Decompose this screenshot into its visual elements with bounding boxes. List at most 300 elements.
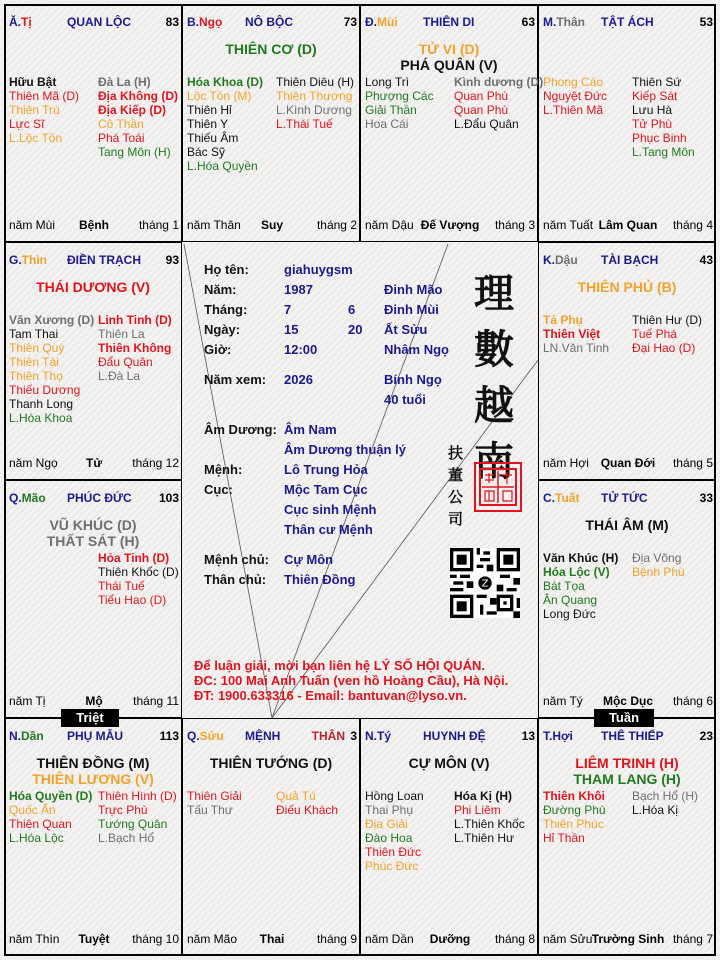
- palace-name: TÀI BẠCH: [601, 253, 659, 267]
- minor-star: Thái Tuế: [98, 579, 145, 593]
- minor-star: Phúc Đức: [365, 859, 419, 873]
- minor-star: Thiên Khốc (D): [98, 565, 179, 579]
- palace-name: PHỤ MẪU: [67, 729, 123, 743]
- palace-branch: Tuất: [555, 491, 580, 505]
- palace-footer: [187, 218, 357, 232]
- palace-year: năm Tị: [9, 694, 46, 708]
- info-label: Âm Dương:: [204, 422, 277, 437]
- palace-stage: Quan Đới: [600, 456, 656, 470]
- minor-star: Văn Khúc (H): [543, 551, 619, 565]
- minor-star: Quốc Ấn: [9, 803, 56, 817]
- minor-stars: [9, 789, 179, 845]
- info-value: Âm Nam: [284, 422, 337, 437]
- major-stars: [539, 755, 715, 787]
- palace-age: 43: [699, 253, 713, 267]
- palace-header: [9, 253, 179, 269]
- palace-mao[interactable]: [4, 480, 182, 718]
- info-row: [204, 462, 464, 482]
- minor-star: Bệnh Phù: [632, 565, 685, 579]
- info-canchi: 40 tuổi: [384, 392, 426, 407]
- palace-than[interactable]: [538, 4, 716, 242]
- minor-star: Tả Phụ: [543, 313, 584, 327]
- stars-left: [187, 789, 276, 817]
- minor-star: L.Thiên Khốc: [454, 817, 525, 831]
- palace-month: tháng 2: [316, 218, 357, 232]
- palace-name: HUYNH ĐỆ: [423, 729, 486, 743]
- minor-star: Hóa Quyền (D): [9, 789, 93, 803]
- palace-stem: B.Ngọ: [187, 15, 223, 29]
- minor-stars: [365, 789, 535, 873]
- palace-footer: [365, 932, 535, 946]
- stars-right: [98, 313, 187, 425]
- palace-year: năm Tý: [543, 694, 583, 708]
- info-canchi: Bính Ngọ: [384, 372, 442, 387]
- contact-info: [194, 658, 508, 703]
- minor-star: Đà La (H): [98, 75, 151, 89]
- palace-stem: Q.Sửu: [187, 729, 224, 743]
- minor-star: Thiên Hình (D): [98, 789, 177, 803]
- palace-stem: C.Tuất: [543, 491, 580, 505]
- palace-stem: Ă.Tị: [9, 15, 32, 29]
- palace-age: 93: [165, 253, 179, 267]
- chart-center-info: [182, 242, 538, 718]
- major-star: THÁI ÂM (M): [585, 517, 669, 533]
- info-label: Năm xem:: [204, 372, 267, 387]
- info-value: 15: [284, 322, 299, 337]
- triet-marker: Triệt: [61, 709, 119, 727]
- palace-stage: Tử: [85, 456, 103, 470]
- info-row: [204, 302, 464, 322]
- palace-age: 3: [350, 729, 357, 743]
- palace-stem: T.Hợi: [543, 729, 573, 743]
- palace-name: PHÚC ĐỨC: [67, 491, 132, 505]
- minor-star: LN.Văn Tinh: [543, 341, 610, 355]
- minor-star: Thiên Đức: [365, 845, 422, 859]
- palace-branch: Dậu: [555, 253, 578, 267]
- palace-footer: [9, 932, 179, 946]
- qr-code-icon[interactable]: [450, 548, 520, 618]
- info-label: Giờ:: [204, 342, 232, 357]
- palace-stage: Mộ: [85, 694, 103, 708]
- calligraphy-char: 越: [474, 382, 514, 429]
- palace-branch: Thìn: [21, 253, 47, 267]
- than-marker: THÂN: [311, 729, 345, 743]
- major-star: THÁI DƯƠNG (V): [36, 279, 150, 295]
- palace-stage: Bệnh: [79, 218, 109, 232]
- major-star: TỬ VI (D): [418, 41, 480, 57]
- palace-stage: Thai: [259, 932, 285, 946]
- info-row: [204, 392, 464, 412]
- stars-left: [365, 75, 454, 131]
- palace-header: [543, 15, 713, 31]
- minor-star: Văn Xương (D): [9, 313, 95, 327]
- palace-footer: [543, 456, 713, 470]
- minor-star: Thiên Sứ: [632, 75, 682, 89]
- info-value: Mộc Tam Cục: [284, 482, 368, 497]
- stars-left: [365, 789, 454, 873]
- calligraphy-char: 數: [474, 326, 514, 373]
- info-label: Thân chủ:: [204, 572, 267, 587]
- red-seal-icon: [474, 462, 522, 512]
- palace-stage: Đế Vượng: [420, 218, 480, 232]
- minor-stars: [9, 313, 179, 425]
- calligraphy-char: 南: [474, 438, 514, 485]
- palace-tuat[interactable]: [538, 480, 716, 718]
- info-canchi: Đinh Mùi: [384, 302, 439, 317]
- palace-thin[interactable]: [4, 242, 182, 480]
- palace-month: tháng 1: [138, 218, 179, 232]
- minor-stars: [543, 551, 713, 621]
- minor-star: Nguyệt Đức: [543, 89, 608, 103]
- palace-year: năm Tuất: [543, 218, 594, 232]
- info-canchi: Đinh Mão: [384, 282, 443, 297]
- minor-star: Thai Phụ: [365, 803, 414, 817]
- palace-branch: Mão: [21, 491, 46, 505]
- palace-header: [9, 729, 179, 745]
- major-star: VŨ KHÚC (D): [49, 517, 137, 533]
- palace-stage: Tuyệt: [78, 932, 110, 946]
- minor-star: Hóa Kị (H): [454, 789, 512, 803]
- info-lunar: 6: [348, 302, 356, 317]
- palace-branch: Mùi: [377, 15, 398, 29]
- palace-header: [543, 253, 713, 269]
- palace-year: năm Dần: [365, 932, 414, 946]
- minor-star: Lộc Tồn (M): [187, 89, 252, 103]
- minor-stars: [543, 75, 713, 159]
- palace-age: 83: [165, 15, 179, 29]
- contact-line: Để luận giải, mời bạn liên hệ LÝ SỐ HỘI QUÁN.: [194, 658, 485, 673]
- minor-star: L.Bạch Hổ: [98, 831, 155, 845]
- info-value: 1987: [284, 282, 313, 297]
- stars-right: [632, 313, 720, 355]
- minor-star: Địa Không (D): [98, 89, 178, 103]
- minor-stars: [365, 75, 544, 131]
- palace-month: tháng 5: [672, 456, 713, 470]
- minor-star: Hỉ Thần: [543, 831, 585, 845]
- palace-month: tháng 9: [316, 932, 357, 946]
- minor-star: Tang Môn (H): [98, 145, 171, 159]
- minor-star: Thiên Hỉ: [187, 103, 232, 117]
- palace-ty[interactable]: [360, 718, 538, 956]
- stars-left: [9, 789, 98, 845]
- minor-star: Thiên Diêu (H): [276, 75, 355, 89]
- minor-star: Địa Võng: [632, 551, 682, 565]
- minor-star: Quả Tú: [276, 789, 316, 803]
- minor-star: Thiên Quan: [9, 817, 72, 831]
- info-value: Thiên Đồng: [284, 572, 356, 587]
- minor-star: Thiên Hư (D): [632, 313, 703, 327]
- palace-name: THÊ THIẾP: [601, 729, 664, 743]
- minor-star: Bát Tọa: [543, 579, 585, 593]
- minor-star: Kình dương (D): [454, 75, 544, 89]
- minor-star: Điếu Khách: [276, 803, 339, 817]
- palace-header: [187, 729, 357, 745]
- palace-name: MỆNH: [245, 729, 281, 743]
- palace-branch: Ngọ: [199, 15, 223, 29]
- info-value: 7: [284, 302, 292, 317]
- minor-star: L.Thiên Hư: [454, 831, 515, 845]
- stars-right: [632, 75, 720, 159]
- stars-right: [98, 551, 187, 607]
- info-label: Tháng:: [204, 302, 248, 317]
- palace-stem: N.Dần: [9, 729, 44, 743]
- palace-month: tháng 12: [132, 456, 179, 470]
- major-stars: [183, 41, 359, 57]
- palace-age: 63: [521, 15, 535, 29]
- palace-year: năm Thân: [187, 218, 241, 232]
- minor-star: Cô Thần: [98, 117, 144, 131]
- palace-year: năm Mão: [187, 932, 238, 946]
- major-star: THIÊN LƯƠNG (V): [32, 771, 154, 787]
- info-value: Cục sinh Mệnh: [284, 502, 377, 517]
- minor-star: Thiên Khôi: [543, 789, 605, 803]
- major-star: THAM LANG (H): [573, 771, 681, 787]
- major-star: THIÊN CƠ (D): [225, 41, 317, 57]
- minor-star: Long Trì: [365, 75, 410, 89]
- minor-star: L.Tang Môn: [632, 145, 695, 159]
- stars-left: [9, 75, 98, 159]
- stars-left: [543, 551, 632, 621]
- minor-star: Bác Sỹ: [187, 145, 226, 159]
- tuan-marker: Tuần: [594, 709, 654, 727]
- minor-star: Phượng Các: [365, 89, 434, 103]
- minor-star: Hoa Cái: [365, 117, 409, 131]
- minor-star: Thiên Tài: [9, 355, 59, 369]
- info-value: Lô Trung Hỏa: [284, 462, 368, 477]
- palace-ngo[interactable]: [182, 4, 360, 242]
- palace-branch: Tý: [377, 729, 392, 743]
- palace-stage: Dưỡng: [429, 932, 471, 946]
- info-value: Âm Dương thuận lý: [284, 442, 406, 457]
- minor-star: Tuế Phá: [632, 327, 677, 341]
- calligraphy-company: [448, 442, 466, 530]
- minor-star: L.Hóa Khoa: [9, 411, 73, 425]
- palace-month: tháng 6: [672, 694, 713, 708]
- palace-stem: M.Thân: [543, 15, 586, 29]
- minor-star: Giải Thần: [365, 103, 417, 117]
- palace-month: tháng 4: [672, 218, 713, 232]
- contact-line: ĐT: 1900.633316 - Email: bantuvan@lyso.vn.: [194, 688, 467, 703]
- minor-star: L.Thái Tuế: [276, 117, 333, 131]
- stars-left: [9, 551, 98, 607]
- calligraphy-char-small: 董: [448, 466, 464, 484]
- major-stars: [5, 517, 181, 549]
- palace-age: 73: [343, 15, 357, 29]
- stars-right: [98, 75, 187, 159]
- palace-header: [365, 729, 535, 745]
- stars-left: [9, 313, 98, 425]
- stars-right: [454, 75, 543, 131]
- info-label: Họ tên:: [204, 262, 249, 277]
- minor-star: L.Đà La: [98, 369, 141, 383]
- palace-age: 113: [159, 729, 179, 743]
- minor-star: Hữu Bật: [9, 75, 57, 89]
- major-star: PHÁ QUÂN (V): [400, 57, 498, 73]
- info-value: Thân cư Mệnh: [284, 522, 373, 537]
- minor-star: Tấu Thư: [187, 803, 233, 817]
- palace-header: [543, 491, 713, 507]
- major-star: THIÊN TƯỚNG (D): [209, 755, 333, 771]
- minor-star: Hóa Khoa (D): [187, 75, 263, 89]
- palace-footer: [543, 218, 713, 232]
- stars-right: [454, 789, 543, 873]
- palace-mui[interactable]: [360, 4, 544, 242]
- major-star: THIÊN ĐỒNG (M): [36, 755, 150, 771]
- minor-star: Hồng Loan: [365, 789, 424, 803]
- calligraphy-char-small: 公: [448, 488, 464, 506]
- palace-footer: [187, 932, 357, 946]
- info-row: [204, 482, 464, 502]
- stars-left: [543, 75, 632, 159]
- palace-branch: Tị: [21, 15, 32, 29]
- info-label: Mệnh:: [204, 462, 243, 477]
- minor-star: Long Đức: [543, 607, 596, 621]
- minor-star: L.Kình Dương: [276, 103, 352, 117]
- palace-footer: [543, 694, 713, 708]
- palace-hoi[interactable]: [538, 718, 716, 956]
- info-row: [204, 342, 464, 362]
- minor-stars: [9, 75, 179, 159]
- minor-stars: [543, 313, 713, 355]
- minor-star: Thiên Trù: [9, 103, 60, 117]
- palace-stage: Trường Sinh: [591, 932, 665, 946]
- palace-year: năm Ngọ: [9, 456, 58, 470]
- info-label: Ngày:: [204, 322, 241, 337]
- palace-name: THIÊN DI: [423, 15, 475, 29]
- palace-footer: [543, 932, 713, 946]
- minor-star: L.Hóa Lộc: [9, 831, 64, 845]
- palace-suu[interactable]: [182, 718, 360, 956]
- palace-month: tháng 11: [133, 694, 179, 708]
- palace-year: năm Sửu: [543, 932, 593, 946]
- palace-age: 103: [158, 491, 179, 505]
- palace-name: ĐIỀN TRẠCH: [67, 253, 141, 267]
- minor-star: Tử Phù: [632, 117, 673, 131]
- palace-branch: Sửu: [199, 729, 224, 743]
- palace-header: [187, 15, 357, 31]
- info-row: [204, 282, 464, 302]
- palace-year: năm Thìn: [9, 932, 60, 946]
- major-stars: [361, 41, 537, 73]
- major-star: LIÊM TRINH (H): [575, 755, 679, 771]
- palace-age: 23: [699, 729, 713, 743]
- minor-stars: [187, 75, 357, 173]
- palace-branch: Dần: [21, 729, 44, 743]
- stars-right: [98, 789, 187, 845]
- calligraphy-char: 理: [474, 270, 514, 317]
- minor-star: Kiếp Sát: [632, 89, 678, 103]
- palace-name: NÔ BỘC: [245, 15, 293, 29]
- palace-dan[interactable]: [4, 718, 182, 956]
- palace-footer: [9, 694, 179, 708]
- minor-star: L.Đẩu Quân: [454, 117, 519, 131]
- palace-branch: Thân: [556, 15, 586, 29]
- palace-header: [9, 491, 179, 507]
- stars-right: [276, 75, 365, 173]
- palace-age: 13: [521, 729, 535, 743]
- palace-header: [9, 15, 179, 31]
- info-label: Mệnh chủ:: [204, 552, 269, 567]
- minor-star: Linh Tinh (D): [98, 313, 172, 327]
- stars-right: [632, 789, 720, 845]
- palace-name: TỬ TỨC: [601, 491, 648, 505]
- minor-star: Quan Phù: [454, 89, 509, 103]
- palace-stem: Đ.Mùi: [365, 15, 398, 29]
- info-canchi: Nhâm Ngọ: [384, 342, 449, 357]
- minor-star: Đại Hao (D): [632, 341, 696, 355]
- minor-star: Đẩu Quân: [98, 355, 153, 369]
- palace-dau[interactable]: [538, 242, 716, 480]
- info-row: [204, 372, 464, 392]
- palace-month: tháng 3: [494, 218, 535, 232]
- info-canchi: Ất Sửu: [384, 322, 428, 337]
- stars-right: [632, 551, 720, 621]
- palace-year: năm Mùi: [9, 218, 56, 232]
- minor-star: L.Hóa Quyền: [187, 159, 258, 173]
- minor-star: Phi Liêm: [454, 803, 501, 817]
- info-row: [204, 572, 464, 592]
- calligraphy-char-small: 扶: [448, 444, 464, 462]
- minor-star: Thiên Quý: [9, 341, 65, 355]
- palace-month: tháng 10: [132, 932, 179, 946]
- info-label: Cục:: [204, 482, 233, 497]
- minor-star: Tam Thai: [9, 327, 59, 341]
- palace-name: TẬT ÁCH: [601, 15, 654, 29]
- palace-stage: Suy: [260, 218, 283, 232]
- palace-stem: G.Thìn: [9, 253, 47, 267]
- minor-star: Đào Hoa: [365, 831, 413, 845]
- minor-star: Trực Phù: [98, 803, 148, 817]
- info-lunar: 20: [348, 322, 363, 337]
- contact-line: ĐC: 100 Mai Anh Tuấn (ven hồ Hoàng Cầu), Hà Nội.: [194, 673, 509, 688]
- minor-star: Thiên La: [98, 327, 145, 341]
- palace-footer: [9, 218, 179, 232]
- palace-age: 53: [699, 15, 713, 29]
- minor-star: Phong Cáo: [543, 75, 604, 89]
- minor-star: Lưu Hà: [632, 103, 673, 117]
- minor-star: Thiên Thương: [276, 89, 353, 103]
- minor-star: Lực Sĩ: [9, 117, 45, 131]
- palace-branch: Hợi: [552, 729, 573, 743]
- minor-star: Phục Binh: [632, 131, 687, 145]
- palace-year: năm Hợi: [543, 456, 589, 470]
- minor-star: Ân Quang: [543, 593, 598, 607]
- minor-star: L.Thiên Mã: [543, 103, 604, 117]
- calligraphy-ly-so-viet-nam: [464, 266, 524, 490]
- minor-star: Thiên Việt: [543, 327, 601, 341]
- palace-age: 33: [699, 491, 713, 505]
- major-stars: [183, 755, 359, 771]
- major-star: THẤT SÁT (H): [46, 533, 140, 549]
- info-row: [204, 422, 464, 442]
- info-value: 2026: [284, 372, 313, 387]
- info-value: 12:00: [284, 342, 318, 357]
- palace-footer: [9, 456, 179, 470]
- major-stars: [539, 279, 715, 295]
- major-stars: [361, 755, 537, 771]
- stars-right: [276, 789, 365, 817]
- info-row: [204, 552, 464, 572]
- palace-header: [543, 729, 713, 745]
- major-stars: [5, 279, 181, 295]
- palace-stage: Lâm Quan: [598, 218, 658, 232]
- info-row: [204, 262, 464, 282]
- palace-stem: Q.Mão: [9, 491, 46, 505]
- minor-star: Tiểu Hao (D): [98, 593, 167, 607]
- palace-ti[interactable]: [4, 4, 182, 242]
- palace-header: [365, 15, 535, 31]
- info-row: [204, 322, 464, 342]
